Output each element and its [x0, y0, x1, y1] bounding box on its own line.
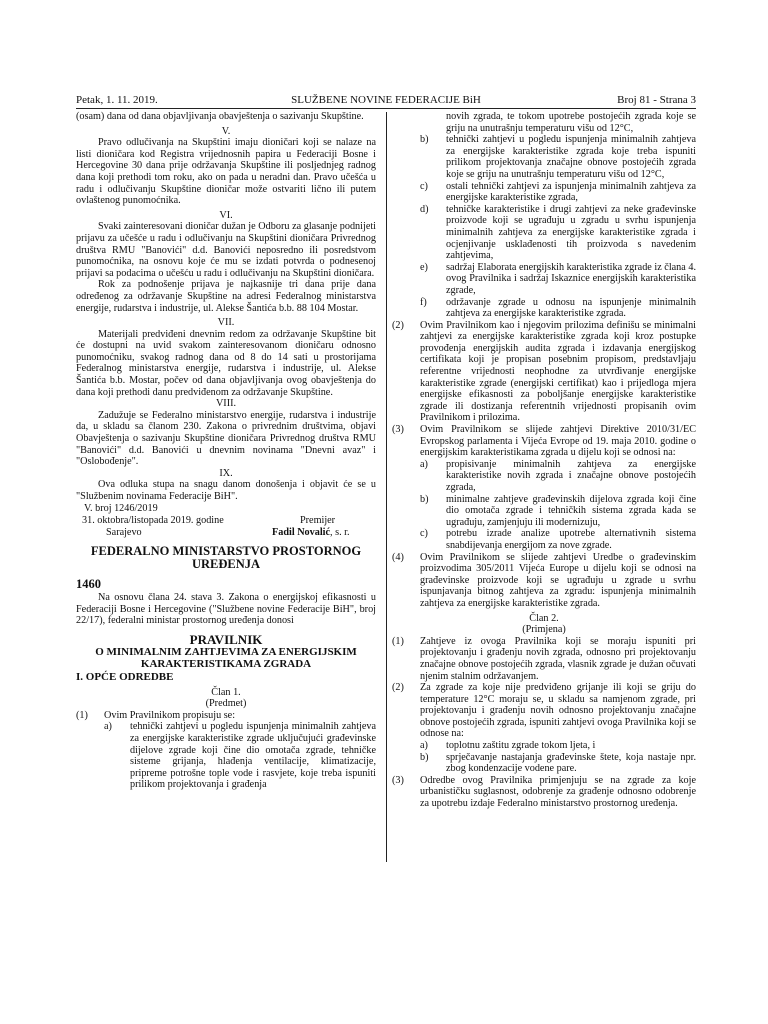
- header-page-number: Broj 81 - Strana 3: [617, 94, 696, 106]
- list-item: a) propisivanje minimalnih zahtjeva za energijske karakteristike novih zgrada i značajne obnove postojećih zgrada,: [420, 458, 696, 493]
- decision-place: Sarajevo: [106, 526, 142, 538]
- list-item: a) tehnički zahtjevi u pogledu ispunjenja minimalnih zahtjeva za energijske karakteristike zgrade uključujući građevinske dijelove zgrade koji čine dio omotača zgrade, tehničke sisteme grijanja, hlađenja ventilacije, klimatizacije, pripreme potrošne tople vode i rasvjete, koje treba ispuniti prilikom projektovanja i građenja: [104, 721, 376, 791]
- article-subject: (Predmet): [205, 698, 247, 710]
- section-title: I. OPĆE ODREDBE: [76, 670, 174, 683]
- paragraph: Rok za podnošenje prijava je najkasnije tri dana prije dana određenog za održavanje Skupštine na adresi Federalnog ministarstva energije, rudarstva i industrije, ul. Alekse Šantića b.b. 88 104 Mostar.: [76, 279, 376, 314]
- list-item: f) održavanje zgrade u odnosu na ispunjenje minimalnih zahtjeva za energijske karakteristike zgrada.: [420, 296, 696, 320]
- header-rule: [76, 108, 696, 109]
- list-item: (3) Ovim Pravilnikom se slijede zahtjevi Direktive 2010/31/EC Evropskog parlamenta i Vijeća Evrope od 19. maja 2010. godine o energijskim karakteristikama zgrada u dijelu koji se odnosi na:: [392, 424, 696, 459]
- list-item: (1) Ovim Pravilnikom propisuju se:: [76, 709, 236, 721]
- list-item: (2) Za zgrade za koje nije predviđeno grijanje ili koji se griju do temperature 12°C moraju se, u skladu sa namjenom zgrade, pri projektovanju i građenju novih odnosno projektovanju značajne obnove postojećih zgrada, ispuniti zahtjevi ovoga Pravilnika koji se odnose na:: [392, 682, 696, 740]
- decision-number: V. broj 1246/2019: [84, 502, 158, 514]
- signature-line-3: [76, 527, 376, 539]
- list-item: a) toplotnu zaštitu zgrade tokom ljeta, i: [420, 740, 596, 752]
- document-subtitle: O MINIMALNIM ZAHTJEVIMA ZA ENERGIJSKIM KARAKTERISTIKAMA ZGRADA: [95, 645, 357, 670]
- section-heading: IX.: [219, 467, 233, 479]
- page-header: [76, 94, 696, 108]
- list-item: d) tehničke karakteristike i drugi zahtjevi za neke građevinske proizvode koji se ugrađuju u zgradu u svrhu ispunjenja minimalnih zahtjeva za energijske karakteristike zgrada i ocjenjivanje usklađenosti tih proizvoda s navedenim zahtjevima,: [420, 203, 696, 262]
- section-heading: V.: [221, 125, 231, 137]
- document-number: 1460: [76, 576, 101, 591]
- preamble: Na osnovu člana 24. stava 3. Zakona o energijskoj efikasnosti u Federaciji Bosne i Hercegovine ("Službene novine Federacije BiH", broj 22/17), federalni ministar prostornog uređenja donosi: [76, 592, 376, 627]
- column-divider: [386, 112, 387, 862]
- list-item: (2) Ovim Pravilnikom kao i njegovim prilozima definišu se minimalni zahtjevi za energijske karakteristike zgrada koji kroz postupke provođenja energijskih audita zgrada i izdavanja energijskog certifikata koji je propisan posebnim propisom, predstavljaju referentne vrijednosti neophodne za utvrđivanje energijske karakteristike zgrade (energijski certifikat) kao i prijedloga mjera energijske efikasnosti za poboljšanje energijske karakteristike zgrade ili dostizanja referentnih vrijednosti propisanih ovim Pravilnikom i prilozima.: [392, 319, 696, 424]
- document-title: PRAVILNIK: [189, 631, 263, 647]
- list-item: c) ostali tehnički zahtjevi za ispunjenja minimalnih zahtjeva za energijske karakteristike zgrada,: [420, 180, 696, 204]
- list-item: b) sprječavanje nastajanja građevinske štete, koja nastaje npr. zbog kondenzacije vodene pare.: [420, 751, 696, 775]
- list-item: c) potrebu izrade analize upotrebe alternativnih sistema snabdijevanja energijom za nove zgrade.: [420, 528, 696, 551]
- article-subject: (Primjena): [522, 624, 566, 636]
- list-item: b) tehnički zahtjevi u pogledu ispunjenja minimalnih zahtjeva za energijske karakteristike zgrada koje treba ispuniti prilikom projektovanja značajne obnove postojećih zgrada koje se griju na unutrašnju temperaturu višu od 12°C,: [420, 134, 696, 180]
- paragraph: (osam) dana od dana objavljivanja obavještenja o sazivanju Skupštine.: [76, 111, 364, 122]
- paragraph: Zadužuje se Federalno ministarstvo energije, rudarstva i industrije da, u skladu sa članom 230. Zakona o privrednim društvima, objavi Obavještenja o sazivanju Skupštine dioničara Privrednog društva RMU "Banovići" d.d. Banovići u dnevnim novinama "Dnevni avaz" i "Oslobođenje".: [76, 409, 376, 468]
- section-heading: VIII.: [215, 398, 237, 410]
- article-heading: Član 1.: [211, 686, 241, 698]
- paragraph-continuation: novih zgrada, te tokom upotrebe postojećih zgrada koje se griju na unutrašnju temperaturu višu od 12°C,: [446, 111, 696, 134]
- list-item: (3) Odredbe ovog Pravilnika primjenjuju se na zgrade za koje urbanističku suglasnost, odobrenje za građenje odnosno odobrenje za upotrebu izdaje Federalno ministarstvo prostornog uređenja.: [392, 774, 696, 810]
- left-column: [76, 111, 376, 791]
- list-item: b) minimalne zahtjeve građevinskih dijelova zgrada koji čine dio omotača zgrade i tehničkih sistema zgrada kada se ugrađuju, zamjenjuju ili modernizuju,: [420, 493, 696, 528]
- article-heading: Član 2.: [529, 612, 559, 624]
- paragraph: Materijali predviđeni dnevnim redom za održavanje Skupštine bit će dostupni na uvid svakom zainteresovanom dioničaru odnosno punomoćniku, svakog radnog dana od 8 do 14 sati u prostorijama Federalnog ministarstva energije, rudarstva i industrije, ul. Alekse Šantića b.b. Mostar, počev od dana objavljivanja ovog obavještenja do dana koji prethodi danu predviđenom za održavanje Skupštine.: [76, 328, 376, 398]
- decision-date: 31. oktobra/listopada 2019. godine: [82, 514, 224, 526]
- header-publication: SLUŽBENE NOVINE FEDERACIJE BiH: [291, 94, 481, 106]
- signature-line-2: [76, 515, 376, 527]
- section-heading: VII.: [217, 317, 235, 329]
- ministry-name: FEDERALNO MINISTARSTVO PROSTORNOG UREĐENJA: [90, 543, 362, 571]
- paragraph: Pravo odlučivanja na Skupštini imaju dioničari koji se nalaze na listi dioničara kod Registra vrijednosnih papira u Federaciji Bosne i Hercegovine 30 dana prije održavanja Skupštine ili posljednjeg radnog dana koji prethodi tom roku, ako on pada u neradni dan. Pravo učešća u radu i odlučivanju Skupštine dioničar može ostvariti lično ili putem ovlaštenog punomoćnika.: [76, 137, 376, 207]
- signature-line-1: [76, 503, 376, 515]
- header-date: Petak, 1. 11. 2019.: [76, 94, 158, 106]
- section-heading: VI.: [219, 209, 233, 221]
- signatory-name: Fadil Novalić, s. r.: [272, 526, 350, 538]
- right-column: [392, 111, 696, 810]
- paragraph: Ova odluka stupa na snagu danom donošenja i objavit će se u "Službenim novinama Federacije BiH".: [76, 479, 376, 502]
- list-item: e) sadržaj Elaborata energijskih karakteristika zgrade iz člana 4. ovog Pravilnika i sadržaj Iskaznice energijskih karakteristika zgrade,: [420, 261, 696, 296]
- signatory-title: Premijer: [300, 514, 336, 526]
- list-item: (4) Ovim Pravilnikom se slijede zahtjevi Uredbe o građevinskim proizvodima 305/2011 Vijeća Europe u dijelu koji se odnosi na građevinske proizvode koji se ugrađuju u zgrade u svrhu ispunjavanja bitnog zahtjeva za zgradu: ispunjenja minimalnih zahtjeva za energijske karakteristike zgrada.: [392, 551, 696, 609]
- list-item: (1) Zahtjeve iz ovoga Pravilnika koji se moraju ispuniti pri projektovanju i građenju novih zgrada, odnosno pri projektovanju značajne obnove postojećih zgrada, vlasnik zgrade je dužan očuvati njenim stalnim održavanjem.: [392, 635, 696, 682]
- paragraph: Svaki zainteresovani dioničar dužan je Odboru za glasanje podnijeti prijavu za učešće u radu i odlučivanju na Skupštini dioničara Privrednog društva RMU "Banovići" d.d. Banovići neposredno ili posredstvom punomoćnika, na osnovu koje će mu se izdati potvrda o podnesenoj prijavi sa podacima o učešću u radu i odlučivanju na Skupštini dioničara.: [76, 221, 376, 279]
